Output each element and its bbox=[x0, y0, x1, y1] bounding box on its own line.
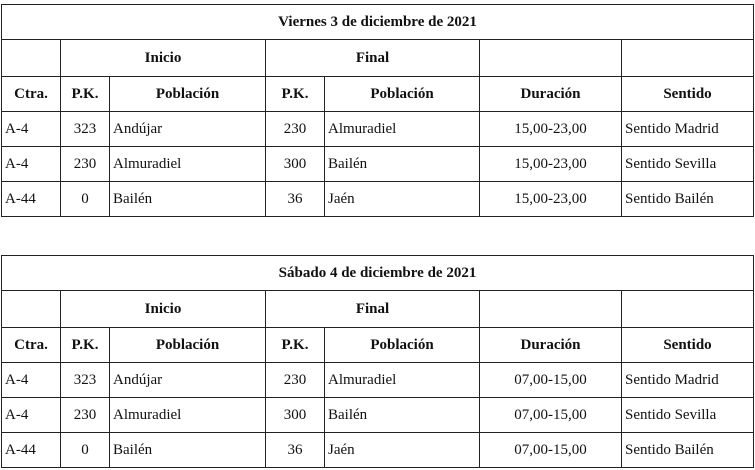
pk-end-cell: 36 bbox=[266, 182, 325, 217]
table-title-row bbox=[2, 256, 754, 291]
final-header: Final bbox=[266, 40, 480, 77]
direction-cell: Sentido Sevilla bbox=[622, 147, 754, 182]
start-town-cell: Andújar bbox=[110, 112, 266, 147]
pk-header: P.K. bbox=[266, 328, 325, 363]
ctra-cell: A-4 bbox=[2, 112, 61, 147]
empty-header-cell bbox=[480, 291, 622, 328]
pk-start-cell: 323 bbox=[61, 363, 110, 398]
group-header-row bbox=[2, 40, 754, 77]
direction-cell: Sentido Madrid bbox=[622, 363, 754, 398]
duration-cell: 07,00-15,00 bbox=[480, 363, 622, 398]
direction-cell: Sentido Madrid bbox=[622, 112, 754, 147]
table-row bbox=[2, 363, 754, 398]
poblacion-header: Población bbox=[325, 328, 480, 363]
pk-end-cell: 230 bbox=[266, 363, 325, 398]
pk-header: P.K. bbox=[61, 77, 110, 112]
start-town-cell: Almuradiel bbox=[110, 398, 266, 433]
end-town-cell: Bailén bbox=[325, 398, 480, 433]
ctra-cell: A-44 bbox=[2, 433, 61, 468]
pk-start-cell: 0 bbox=[61, 182, 110, 217]
start-town-cell: Bailén bbox=[110, 433, 266, 468]
ctra-header: Ctra. bbox=[2, 77, 61, 112]
pk-start-cell: 323 bbox=[61, 112, 110, 147]
duracion-header: Duración bbox=[480, 328, 622, 363]
table-row bbox=[2, 398, 754, 433]
ctra-header: Ctra. bbox=[2, 328, 61, 363]
sentido-header: Sentido bbox=[622, 328, 754, 363]
direction-cell: Sentido Bailén bbox=[622, 182, 754, 217]
ctra-cell: A-4 bbox=[2, 147, 61, 182]
table-row bbox=[2, 433, 754, 468]
duration-cell: 07,00-15,00 bbox=[480, 398, 622, 433]
schedule-table-friday bbox=[1, 4, 754, 217]
column-header-row bbox=[2, 328, 754, 363]
empty-header-cell bbox=[622, 40, 754, 77]
column-header-row bbox=[2, 77, 754, 112]
duration-cell: 07,00-15,00 bbox=[480, 433, 622, 468]
pk-end-cell: 300 bbox=[266, 147, 325, 182]
duration-cell: 15,00-23,00 bbox=[480, 147, 622, 182]
schedule-table-saturday bbox=[1, 255, 754, 468]
direction-cell: Sentido Sevilla bbox=[622, 398, 754, 433]
start-town-cell: Andújar bbox=[110, 363, 266, 398]
group-header-row bbox=[2, 291, 754, 328]
end-town-cell: Jaén bbox=[325, 433, 480, 468]
table-title: Sábado 4 de diciembre de 2021 bbox=[2, 256, 754, 291]
end-town-cell: Bailén bbox=[325, 147, 480, 182]
empty-header-cell bbox=[622, 291, 754, 328]
duracion-header: Duración bbox=[480, 77, 622, 112]
inicio-header: Inicio bbox=[61, 291, 266, 328]
poblacion-header: Población bbox=[110, 328, 266, 363]
empty-header-cell bbox=[480, 40, 622, 77]
start-town-cell: Almuradiel bbox=[110, 147, 266, 182]
table-row bbox=[2, 112, 754, 147]
duration-cell: 15,00-23,00 bbox=[480, 112, 622, 147]
table-title-row bbox=[2, 5, 754, 40]
table-row bbox=[2, 182, 754, 217]
direction-cell: Sentido Bailén bbox=[622, 433, 754, 468]
pk-end-cell: 36 bbox=[266, 433, 325, 468]
end-town-cell: Almuradiel bbox=[325, 112, 480, 147]
pk-start-cell: 0 bbox=[61, 433, 110, 468]
pk-end-cell: 230 bbox=[266, 112, 325, 147]
start-town-cell: Bailén bbox=[110, 182, 266, 217]
ctra-cell: A-4 bbox=[2, 363, 61, 398]
end-town-cell: Jaén bbox=[325, 182, 480, 217]
pk-header: P.K. bbox=[266, 77, 325, 112]
table-title: Viernes 3 de diciembre de 2021 bbox=[2, 5, 754, 40]
pk-start-cell: 230 bbox=[61, 147, 110, 182]
end-town-cell: Almuradiel bbox=[325, 363, 480, 398]
pk-header: P.K. bbox=[61, 328, 110, 363]
inicio-header: Inicio bbox=[61, 40, 266, 77]
table-row bbox=[2, 147, 754, 182]
ctra-cell: A-44 bbox=[2, 182, 61, 217]
final-header: Final bbox=[266, 291, 480, 328]
sentido-header: Sentido bbox=[622, 77, 754, 112]
ctra-cell: A-4 bbox=[2, 398, 61, 433]
duration-cell: 15,00-23,00 bbox=[480, 182, 622, 217]
poblacion-header: Población bbox=[110, 77, 266, 112]
empty-header-cell bbox=[2, 40, 61, 77]
pk-end-cell: 300 bbox=[266, 398, 325, 433]
empty-header-cell bbox=[2, 291, 61, 328]
poblacion-header: Población bbox=[325, 77, 480, 112]
pk-start-cell: 230 bbox=[61, 398, 110, 433]
